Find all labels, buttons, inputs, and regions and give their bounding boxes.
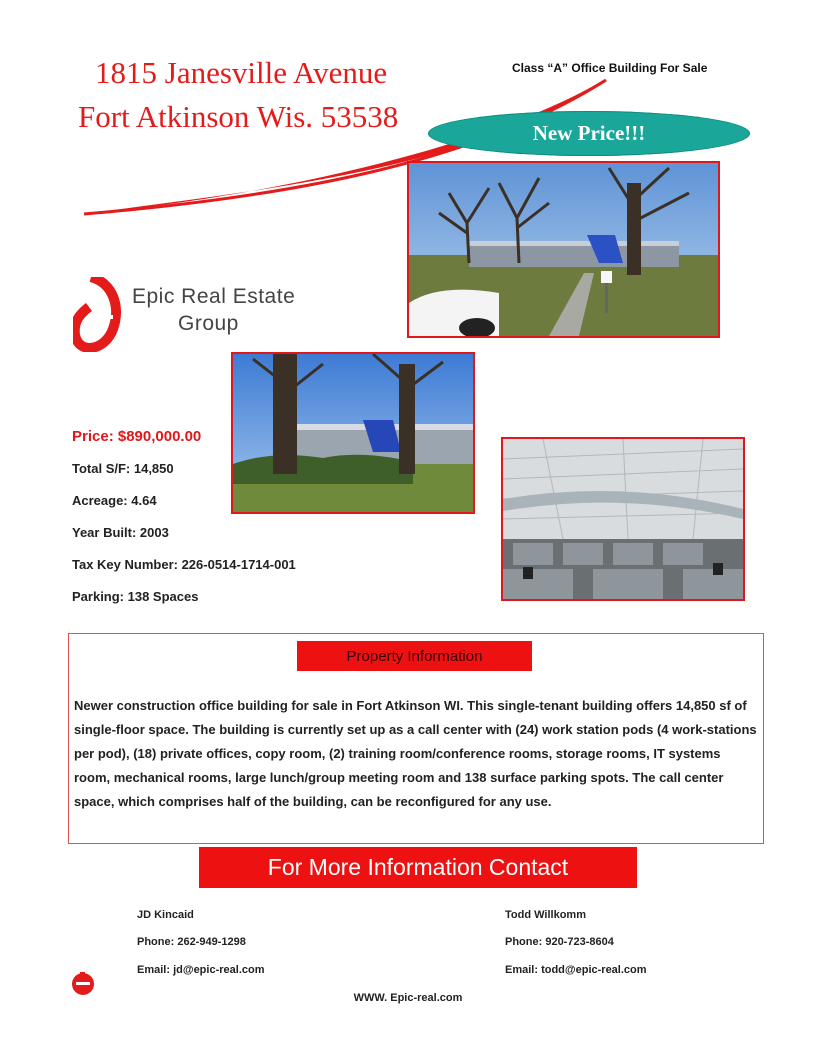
contact-right-name: Todd Willkomm [505, 909, 586, 921]
total-sf-value: Total S/F: 14,850 [72, 461, 174, 476]
new-price-label: New Price!!! [532, 121, 646, 145]
parking-value: Parking: 138 Spaces [72, 589, 199, 604]
exterior-photo-parking [407, 161, 720, 338]
logo-text-line-1: Epic Real Estate [132, 285, 296, 308]
epic-logo-mark [73, 277, 123, 352]
contact-left-name: JD Kincaid [137, 909, 194, 921]
contact-left-email[interactable]: Email: jd@epic-real.com [137, 964, 265, 976]
address-line-2: Fort Atkinson Wis. 53538 [78, 99, 399, 134]
year-built-value: Year Built: 2003 [72, 525, 169, 540]
interior-photo-call-center [501, 437, 745, 601]
tax-key-value: Tax Key Number: 226-0514-1714-001 [72, 557, 296, 572]
acreage-value: Acreage: 4.64 [72, 493, 157, 508]
listing-subtitle: Class “A” Office Building For Sale [512, 61, 708, 75]
property-facts [72, 428, 296, 620]
contact-left-phone[interactable]: Phone: 262-949-1298 [137, 936, 246, 948]
logo-text-line-2: Group [178, 312, 239, 335]
contact-right-phone[interactable]: Phone: 920-723-8604 [505, 936, 614, 948]
new-price-badge [428, 111, 750, 156]
property-info-heading: Property Information [297, 641, 532, 671]
website-link[interactable]: WWW. Epic-real.com [353, 992, 463, 1004]
price-value: Price: $890,000.00 [72, 428, 202, 445]
contact-right-email[interactable]: Email: todd@epic-real.com [505, 964, 647, 976]
contact-heading: For More Information Contact [199, 847, 637, 888]
address-line-1: 1815 Janesville Avenue [95, 55, 388, 90]
property-description: Newer construction office building for sale in Fort Atkinson WI. This single-tenant building offers 14,850 sf of single-floor space. The building is currently set up as a call center with (24) work station pods (4 work-stations per pod), (18) private offices, copy room, (2) training room/conference rooms, storage rooms, IT systems room, mechanical rooms, large lunch/group meeting room and 138 surface parking spots. The call center space, which comprises half of the building, can be reconfigured for any use. [74, 698, 757, 809]
